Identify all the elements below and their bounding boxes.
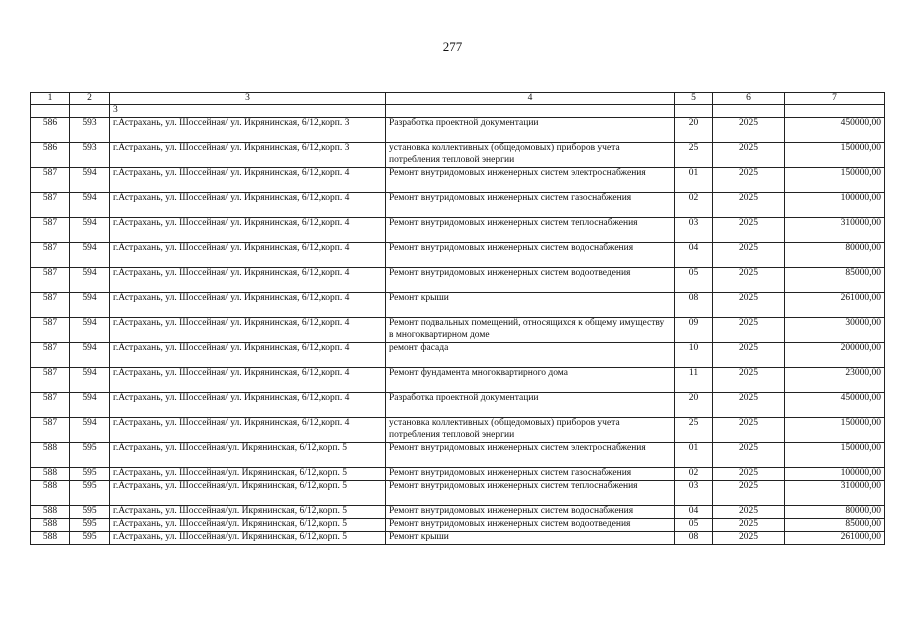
table-row <box>31 318 885 343</box>
cell-amount: 80000,00 <box>785 243 885 268</box>
cell-amount: 150000,00 <box>785 418 885 443</box>
table-row <box>31 443 885 468</box>
table-row <box>31 118 885 143</box>
cell-work-code: 10 <box>675 343 713 368</box>
cell-work-type: Ремонт внутридомовых инженерных систем газоснабжения <box>386 193 675 218</box>
column-header: 5 <box>675 93 713 105</box>
cell-year: 2025 <box>713 168 785 193</box>
cell-address: г.Астрахань, ул. Шоссейная/ ул. Икрянинская, 6/12,корп. 4 <box>110 293 386 318</box>
cell-amount: 23000,00 <box>785 368 885 393</box>
cell-work-type: Ремонт внутридомовых инженерных систем водоотведения <box>386 519 675 532</box>
cell-index: 588 <box>31 443 70 468</box>
cell-work-code: 03 <box>675 218 713 243</box>
cell-index: 588 <box>31 519 70 532</box>
cell-empty <box>785 105 885 118</box>
cell-year: 2025 <box>713 519 785 532</box>
cell-work-type: Ремонт внутридомовых инженерных систем электроснабжения <box>386 168 675 193</box>
cell-work-type: Ремонт крыши <box>386 293 675 318</box>
table-row <box>31 168 885 193</box>
cell-address: г.Астрахань, ул. Шоссейная/ ул. Икрянинская, 6/12,корп. 3 <box>110 143 386 168</box>
cell-amount: 150000,00 <box>785 168 885 193</box>
cell-amount: 85000,00 <box>785 519 885 532</box>
continuation-row <box>31 105 885 118</box>
cell-address: г.Астрахань, ул. Шоссейная/ ул. Икрянинская, 6/12,корп. 4 <box>110 218 386 243</box>
cell-work-type: Ремонт внутридомовых инженерных систем теплоснабжения <box>386 218 675 243</box>
cell-work-code: 02 <box>675 468 713 481</box>
cell-work-code: 04 <box>675 243 713 268</box>
table-row <box>31 532 885 545</box>
cell-work-code: 25 <box>675 418 713 443</box>
cell-address-continuation: 3 <box>110 105 386 118</box>
cell-work-type: Ремонт внутридомовых инженерных систем водоснабжения <box>386 506 675 519</box>
cell-index: 586 <box>31 143 70 168</box>
cell-amount: 200000,00 <box>785 343 885 368</box>
cell-work-code: 20 <box>675 393 713 418</box>
capital-repair-table <box>30 92 885 545</box>
table-row <box>31 243 885 268</box>
cell-index: 587 <box>31 293 70 318</box>
cell-address: г.Астрахань, ул. Шоссейная/ул. Икрянинская, 6/12,корп. 5 <box>110 481 386 506</box>
table-row <box>31 418 885 443</box>
table-row <box>31 293 885 318</box>
cell-address: г.Астрахань, ул. Шоссейная/ ул. Икрянинская, 6/12,корп. 4 <box>110 318 386 343</box>
cell-address: г.Астрахань, ул. Шоссейная/ул. Икрянинская, 6/12,корп. 5 <box>110 519 386 532</box>
cell-number: 595 <box>70 468 110 481</box>
cell-index: 587 <box>31 243 70 268</box>
cell-number: 594 <box>70 268 110 293</box>
cell-amount: 30000,00 <box>785 318 885 343</box>
cell-number: 594 <box>70 193 110 218</box>
cell-number: 595 <box>70 506 110 519</box>
table-row <box>31 143 885 168</box>
cell-work-code: 02 <box>675 193 713 218</box>
cell-index: 586 <box>31 118 70 143</box>
cell-year: 2025 <box>713 143 785 168</box>
cell-index: 587 <box>31 318 70 343</box>
cell-amount: 150000,00 <box>785 443 885 468</box>
cell-empty <box>675 105 713 118</box>
cell-address: г.Астрахань, ул. Шоссейная/ ул. Икрянинская, 6/12,корп. 4 <box>110 368 386 393</box>
cell-amount: 100000,00 <box>785 468 885 481</box>
cell-index: 587 <box>31 168 70 193</box>
cell-year: 2025 <box>713 468 785 481</box>
cell-number: 594 <box>70 318 110 343</box>
cell-amount: 85000,00 <box>785 268 885 293</box>
cell-year: 2025 <box>713 118 785 143</box>
table-row <box>31 193 885 218</box>
cell-address: г.Астрахань, ул. Шоссейная/ ул. Икрянинская, 6/12,корп. 4 <box>110 268 386 293</box>
cell-work-code: 08 <box>675 293 713 318</box>
cell-amount: 100000,00 <box>785 193 885 218</box>
cell-index: 587 <box>31 393 70 418</box>
cell-amount: 150000,00 <box>785 143 885 168</box>
cell-work-type: Ремонт крыши <box>386 532 675 545</box>
cell-work-code: 03 <box>675 481 713 506</box>
cell-address: г.Астрахань, ул. Шоссейная/ул. Икрянинская, 6/12,корп. 5 <box>110 443 386 468</box>
cell-amount: 310000,00 <box>785 218 885 243</box>
cell-year: 2025 <box>713 193 785 218</box>
cell-work-type: Ремонт внутридомовых инженерных систем газоснабжения <box>386 468 675 481</box>
cell-year: 2025 <box>713 293 785 318</box>
cell-address: г.Астрахань, ул. Шоссейная/ ул. Икрянинская, 6/12,корп. 3 <box>110 118 386 143</box>
cell-work-code: 05 <box>675 268 713 293</box>
cell-index: 588 <box>31 532 70 545</box>
cell-work-type: Ремонт внутридомовых инженерных систем водоснабжения <box>386 243 675 268</box>
table-row <box>31 481 885 506</box>
cell-work-type: Ремонт внутридомовых инженерных систем электроснабжения <box>386 443 675 468</box>
cell-index: 587 <box>31 368 70 393</box>
cell-number: 594 <box>70 393 110 418</box>
column-number-row <box>31 93 885 105</box>
cell-index: 587 <box>31 193 70 218</box>
cell-address: г.Астрахань, ул. Шоссейная/ ул. Икрянинская, 6/12,корп. 4 <box>110 343 386 368</box>
cell-amount: 450000,00 <box>785 393 885 418</box>
cell-work-code: 25 <box>675 143 713 168</box>
cell-amount: 450000,00 <box>785 118 885 143</box>
cell-work-type: ремонт фасада <box>386 343 675 368</box>
table-row <box>31 368 885 393</box>
cell-empty <box>70 105 110 118</box>
column-header: 3 <box>110 93 386 105</box>
cell-index: 588 <box>31 481 70 506</box>
cell-empty <box>31 105 70 118</box>
cell-number: 594 <box>70 168 110 193</box>
cell-number: 595 <box>70 481 110 506</box>
cell-number: 594 <box>70 293 110 318</box>
table-row <box>31 506 885 519</box>
cell-work-type: Ремонт подвальных помещений, относящихся к общему имуществу в многоквартирном доме <box>386 318 675 343</box>
cell-empty <box>713 105 785 118</box>
cell-year: 2025 <box>713 243 785 268</box>
column-header: 2 <box>70 93 110 105</box>
cell-year: 2025 <box>713 318 785 343</box>
page-number: 277 <box>442 39 463 54</box>
cell-year: 2025 <box>713 368 785 393</box>
cell-work-type: Разработка проектной документации <box>386 118 675 143</box>
cell-work-code: 01 <box>675 443 713 468</box>
column-header: 6 <box>713 93 785 105</box>
column-header: 1 <box>31 93 70 105</box>
cell-address: г.Астрахань, ул. Шоссейная/ул. Икрянинская, 6/12,корп. 5 <box>110 532 386 545</box>
table-row <box>31 343 885 368</box>
table-row <box>31 519 885 532</box>
cell-work-code: 09 <box>675 318 713 343</box>
cell-work-type: Разработка проектной документации <box>386 393 675 418</box>
cell-address: г.Астрахань, ул. Шоссейная/ ул. Икрянинская, 6/12,корп. 4 <box>110 393 386 418</box>
cell-index: 587 <box>31 218 70 243</box>
cell-work-code: 01 <box>675 168 713 193</box>
cell-amount: 261000,00 <box>785 293 885 318</box>
cell-number: 594 <box>70 218 110 243</box>
cell-number: 595 <box>70 443 110 468</box>
cell-address: г.Астрахань, ул. Шоссейная/ ул. Икрянинская, 6/12,корп. 4 <box>110 193 386 218</box>
cell-work-type: установка коллективных (общедомовых) приборов учета потребления тепловой энергии <box>386 143 675 168</box>
cell-work-type: Ремонт фундамента многоквартирного дома <box>386 368 675 393</box>
cell-work-type: Ремонт внутридомовых инженерных систем водоотведения <box>386 268 675 293</box>
cell-number: 595 <box>70 532 110 545</box>
cell-address: г.Астрахань, ул. Шоссейная/ ул. Икрянинская, 6/12,корп. 4 <box>110 168 386 193</box>
cell-work-type: Ремонт внутридомовых инженерных систем теплоснабжения <box>386 481 675 506</box>
cell-work-code: 11 <box>675 368 713 393</box>
cell-year: 2025 <box>713 218 785 243</box>
cell-work-code: 05 <box>675 519 713 532</box>
cell-number: 593 <box>70 118 110 143</box>
cell-year: 2025 <box>713 506 785 519</box>
table-row <box>31 468 885 481</box>
cell-work-code: 04 <box>675 506 713 519</box>
cell-address: г.Астрахань, ул. Шоссейная/ ул. Икрянинская, 6/12,корп. 4 <box>110 243 386 268</box>
cell-amount: 261000,00 <box>785 532 885 545</box>
cell-year: 2025 <box>713 443 785 468</box>
cell-year: 2025 <box>713 532 785 545</box>
cell-work-type: установка коллективных (общедомовых) приборов учета потребления тепловой энергии <box>386 418 675 443</box>
cell-index: 588 <box>31 506 70 519</box>
cell-year: 2025 <box>713 418 785 443</box>
cell-index: 587 <box>31 418 70 443</box>
cell-number: 594 <box>70 368 110 393</box>
column-header: 4 <box>386 93 675 105</box>
cell-address: г.Астрахань, ул. Шоссейная/ул. Икрянинская, 6/12,корп. 5 <box>110 506 386 519</box>
table-row <box>31 218 885 243</box>
cell-year: 2025 <box>713 343 785 368</box>
table-row <box>31 268 885 293</box>
column-header: 7 <box>785 93 885 105</box>
cell-index: 587 <box>31 268 70 293</box>
cell-number: 594 <box>70 418 110 443</box>
cell-address: г.Астрахань, ул. Шоссейная/ул. Икрянинская, 6/12,корп. 5 <box>110 468 386 481</box>
cell-year: 2025 <box>713 481 785 506</box>
cell-amount: 310000,00 <box>785 481 885 506</box>
cell-work-code: 20 <box>675 118 713 143</box>
cell-empty <box>386 105 675 118</box>
cell-number: 594 <box>70 343 110 368</box>
cell-number: 595 <box>70 519 110 532</box>
table-row <box>31 393 885 418</box>
cell-work-code: 08 <box>675 532 713 545</box>
cell-amount: 80000,00 <box>785 506 885 519</box>
cell-number: 594 <box>70 243 110 268</box>
cell-address: г.Астрахань, ул. Шоссейная/ ул. Икрянинская, 6/12,корп. 4 <box>110 418 386 443</box>
cell-index: 588 <box>31 468 70 481</box>
cell-year: 2025 <box>713 268 785 293</box>
cell-index: 587 <box>31 343 70 368</box>
cell-year: 2025 <box>713 393 785 418</box>
cell-number: 593 <box>70 143 110 168</box>
